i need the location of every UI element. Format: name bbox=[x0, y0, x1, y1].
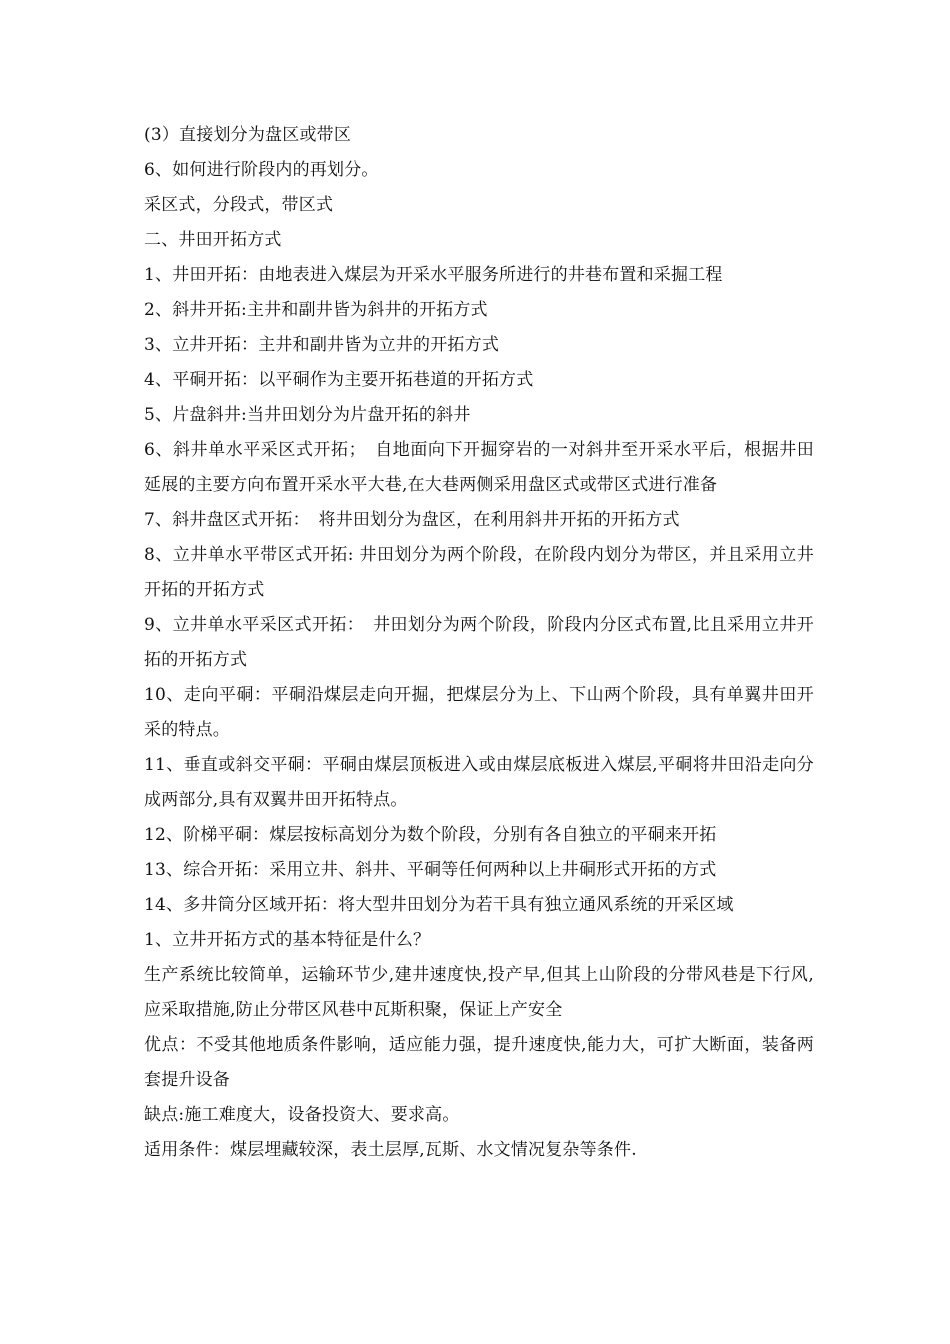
paragraph: 12、阶梯平硐：煤层按标高划分为数个阶段，分别有各自独立的平硐来开拓 bbox=[144, 825, 717, 845]
section-heading: 二、井田开拓方式 bbox=[144, 230, 282, 250]
paragraph: 优点：不受其他地质条件影响，适应能力强，提升速度快,能力大，可扩大断面，装备两套提升设备 bbox=[144, 1035, 814, 1090]
paragraph: 4、平硐开拓：以平硐作为主要开拓巷道的开拓方式 bbox=[144, 370, 534, 390]
paragraph: 13、综合开拓：采用立井、斜井、平硐等任何两种以上井硐形式开拓的方式 bbox=[144, 860, 717, 880]
paragraph: 9、立井单水平采区式开拓： 井田划分为两个阶段，阶段内分区式布置,比且采用立井开拓的开拓方式 bbox=[144, 615, 814, 670]
paragraph: 10、走向平硐：平硐沿煤层走向开掘，把煤层分为上、下山两个阶段，具有单翼井田开采的特点。 bbox=[144, 685, 814, 740]
paragraph: 11、垂直或斜交平硐：平硐由煤层顶板进入或由煤层底板进入煤层,平硐将井田沿走向分成两部分,具有双翼井田开拓特点。 bbox=[144, 755, 814, 810]
paragraph: 14、多井筒分区域开拓：将大型井田划分为若干具有独立通风系统的开采区域 bbox=[144, 895, 734, 915]
paragraph: 2、斜井开拓:主井和副井皆为斜井的开拓方式 bbox=[144, 300, 488, 320]
paragraph: 5、片盘斜井:当井田划分为片盘开拓的斜井 bbox=[144, 405, 471, 425]
paragraph: 采区式，分段式，带区式 bbox=[144, 195, 334, 215]
paragraph: 3、立井开拓：主井和副井皆为立井的开拓方式 bbox=[144, 335, 500, 355]
paragraph: (3）直接划分为盘区或带区 bbox=[144, 125, 352, 145]
paragraph: 缺点:施工难度大，设备投资大、要求高。 bbox=[144, 1105, 460, 1125]
question: 1、立井开拓方式的基本特征是什么？ bbox=[144, 930, 431, 950]
paragraph: 适用条件：煤层埋藏较深，表土层厚,瓦斯、水文情况复杂等条件. bbox=[144, 1140, 637, 1160]
paragraph: 生产系统比较简单，运输环节少,建井速度快,投产早,但其上山阶段的分带风巷是下行风,应采取措施,防止分带区风巷中瓦斯积聚，保证上产安全 bbox=[144, 965, 814, 1020]
paragraph: 8、立井单水平带区式开拓: 井田划分为两个阶段，在阶段内划分为带区，并且采用立井开拓的开拓方式 bbox=[144, 545, 814, 600]
paragraph: 1、井田开拓：由地表进入煤层为开采水平服务所进行的井巷布置和采掘工程 bbox=[144, 265, 723, 285]
paragraph: 6、如何进行阶段内的再划分。 bbox=[144, 160, 379, 180]
paragraph: 6、斜井单水平采区式开拓； 自地面向下开掘穿岩的一对斜井至开采水平后，根据井田延展的主要方向布置开采水平大巷,在大巷两侧采用盘区式或带区式进行准备 bbox=[144, 440, 814, 495]
paragraph: 7、斜井盘区式开拓： 将井田划分为盘区，在利用斜井开拓的开拓方式 bbox=[144, 510, 680, 530]
document-body bbox=[144, 118, 814, 1168]
